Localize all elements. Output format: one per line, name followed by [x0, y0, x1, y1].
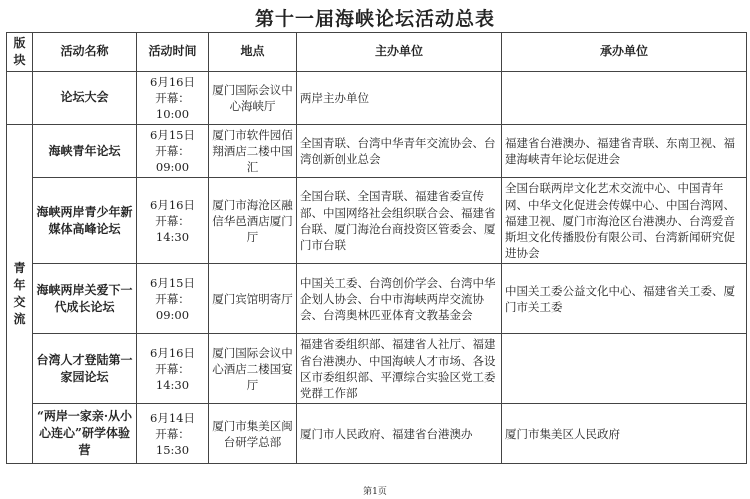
activity-host: 福建省委组织部、福建省人社厅、福建省台港澳办、中国海峡人才市场、各设区市委组织部、平潭综合实验区党工委党群工作部: [297, 334, 502, 404]
activity-host: 两岸主办单位: [297, 71, 502, 124]
activity-host: 全国青联、台湾中华青年交流协会、台湾创新创业总会: [297, 124, 502, 177]
page-number: 第1页: [363, 487, 387, 497]
activity-location: 厦门市软件园佰翔酒店二楼中国汇: [209, 124, 297, 177]
activity-name: 论坛大会: [33, 71, 137, 124]
table-row: [7, 71, 747, 124]
activity-organizer: 福建省台港澳办、福建省青联、东南卫视、福建海峡青年论坛促进会: [502, 124, 747, 177]
activity-organizer: 厦门市集美区人民政府: [502, 404, 747, 464]
activity-time: 6月14日 开幕：15:30: [137, 404, 209, 464]
table-row: [7, 124, 747, 177]
activity-organizer: [502, 334, 747, 404]
activity-name: 台湾人才登陆第一家园论坛: [33, 334, 137, 404]
activity-time: 6月15日 开幕：09:00: [137, 264, 209, 334]
activity-organizer: [502, 71, 747, 124]
activity-host: 厦门市人民政府、福建省台港澳办: [297, 404, 502, 464]
header-section: 版块: [7, 33, 33, 72]
activity-location: 厦门国际会议中心酒店二楼国宴厅: [209, 334, 297, 404]
header-time: 活动时间: [137, 33, 209, 72]
activity-name: “两岸一家亲·从小心连心”研学体验营: [33, 404, 137, 464]
activity-name: 海峡两岸青少年新媒体高峰论坛: [33, 178, 137, 264]
activity-time: 6月16日 开幕：14:30: [137, 178, 209, 264]
activity-location: 厦门市海沧区融信华邑酒店厦门厅: [209, 178, 297, 264]
activity-host: 中国关工委、台湾创价学会、台湾中华企划人协会、台中市海峡两岸交流协会、台湾奥林匹亚体育文教基金会: [297, 264, 502, 334]
activity-location: 厦门国际会议中心海峡厅: [209, 71, 297, 124]
document-title: 第十一届海峡论坛活动总表: [254, 8, 495, 30]
activity-location: 厦门宾馆明寄厅: [209, 264, 297, 334]
activity-organizer: 全国台联两岸文化艺术交流中心、中国青年网、中华文化促进会传媒中心、中国台湾网、福建卫视、厦门市海沧区台港澳办、台湾爱音斯坦文化传播股份有限公司、台湾新闻研究促进协会: [502, 178, 747, 264]
activity-organizer: 中国关工委公益文化中心、福建省关工委、厦门市关工委: [502, 264, 747, 334]
activity-name: 海峡两岸关爱下一代成长论坛: [33, 264, 137, 334]
header-location: 地点: [209, 33, 297, 72]
activity-table: [6, 32, 747, 464]
table-row: [7, 334, 747, 404]
activity-host: 全国台联、全国青联、福建省委宣传部、中国网络社会组织联合会、福建省台联、厦门海沧台商投资区管委会、厦门市台联: [297, 178, 502, 264]
activity-location: 厦门市集美区闽台研学总部: [209, 404, 297, 464]
activity-time: 6月16日 开幕：14:30: [137, 334, 209, 404]
table-row: [7, 264, 747, 334]
table-header-row: [7, 33, 747, 72]
section-cell-empty: [7, 71, 33, 124]
activity-name: 海峡青年论坛: [33, 124, 137, 177]
section-cell: 青年交流: [7, 124, 33, 463]
header-host: 主办单位: [297, 33, 502, 72]
activity-time: 6月15日 开幕：09:00: [137, 124, 209, 177]
activity-time: 6月16日 开幕：10:00: [137, 71, 209, 124]
table-row: [7, 404, 747, 464]
table-row: [7, 178, 747, 264]
header-name: 活动名称: [33, 33, 137, 72]
header-organizer: 承办单位: [502, 33, 747, 72]
